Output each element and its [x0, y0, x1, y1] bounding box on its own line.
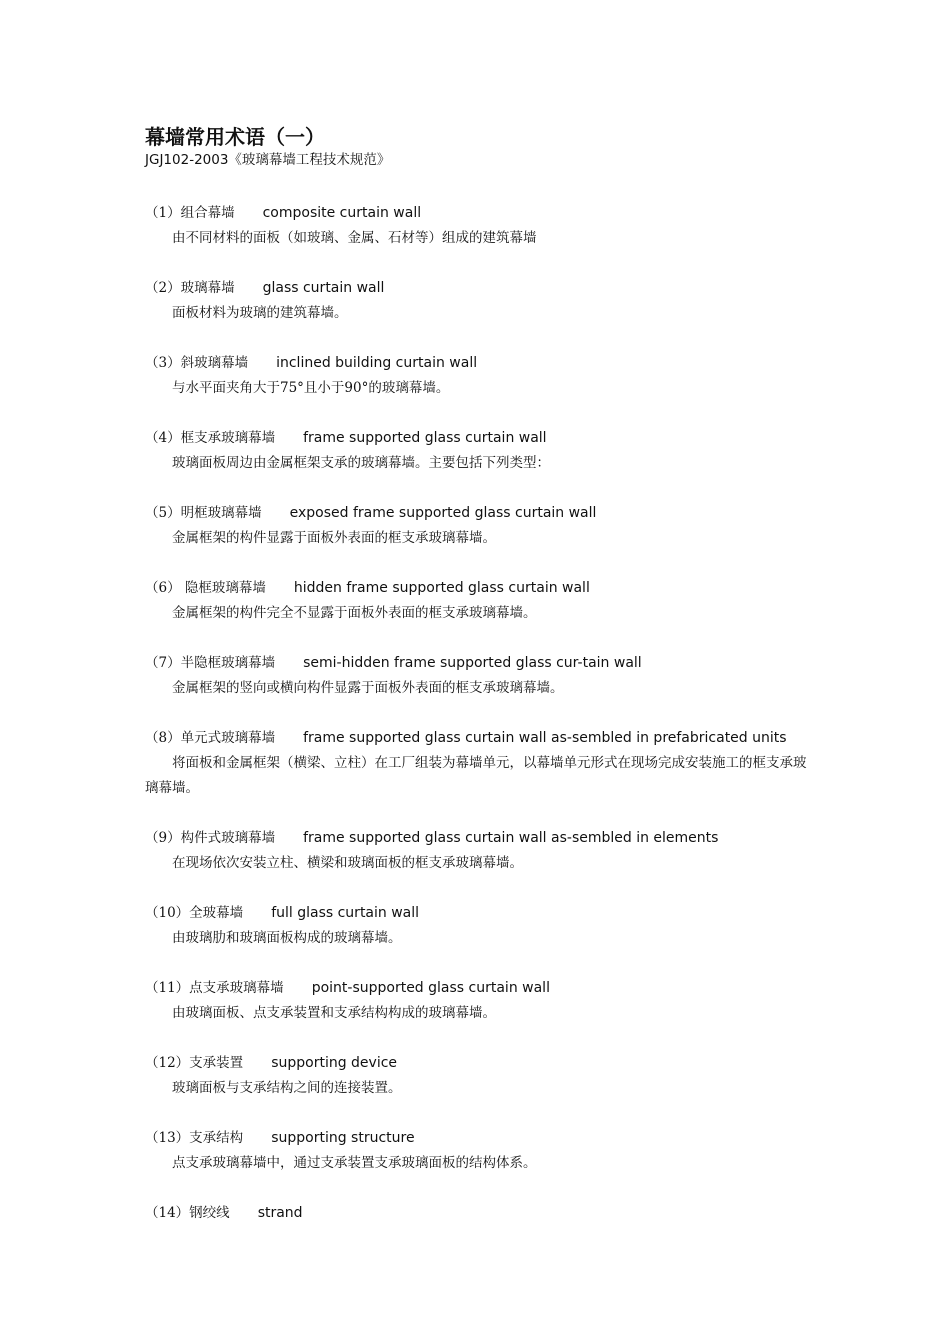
term-heading	[145, 576, 815, 601]
term-item	[145, 426, 815, 476]
term-english: frame supported glass curtain wall as-sembled in elements	[303, 830, 719, 846]
term-definition: 金属框架的构件显露于面板外表面的框支承玻璃幕墙。	[172, 530, 496, 546]
term-chinese: （3）斜玻璃幕墙	[145, 355, 249, 371]
term-heading	[145, 1126, 815, 1151]
page-subtitle: JGJ102-2003《玻璃幕墙工程技术规范》	[145, 152, 391, 168]
term-chinese: （7）半隐框玻璃幕墙	[145, 655, 276, 671]
term-english: exposed frame supported glass curtain wall	[289, 505, 597, 521]
term-chinese: （1）组合幕墙	[145, 205, 235, 221]
term-definition: 玻璃面板与支承结构之间的连接装置。	[172, 1080, 402, 1096]
term-item	[145, 901, 815, 951]
term-heading	[145, 276, 815, 301]
term-item	[145, 976, 815, 1026]
term-definition: 由不同材料的面板（如玻璃、金属、石材等）组成的建筑幕墙	[172, 230, 537, 246]
term-chinese: （2）玻璃幕墙	[145, 280, 235, 296]
term-item	[145, 651, 815, 701]
term-definition: 面板材料为玻璃的建筑幕墙。	[172, 305, 348, 321]
term-item	[145, 826, 815, 876]
term-item	[145, 576, 815, 626]
term-chinese: （10）全玻幕墙	[145, 905, 244, 921]
term-english: composite curtain wall	[262, 205, 422, 221]
terms-list	[145, 201, 815, 1226]
term-item	[145, 201, 815, 251]
term-item	[145, 276, 815, 326]
term-item	[145, 1201, 815, 1226]
term-english: inclined building curtain wall	[276, 355, 478, 371]
term-definition: 由玻璃肋和玻璃面板构成的玻璃幕墙。	[172, 930, 402, 946]
term-english: strand	[257, 1205, 303, 1221]
term-english: full glass curtain wall	[271, 905, 420, 921]
term-chinese: （4）框支承玻璃幕墙	[145, 430, 276, 446]
term-chinese: （6） 隐框玻璃幕墙	[145, 580, 266, 596]
term-definition: 点支承玻璃幕墙中，通过支承装置支承玻璃面板的结构体系。	[172, 1155, 537, 1171]
term-item	[145, 726, 815, 801]
term-definition: 与水平面夹角大于75°且小于90°的玻璃幕墙。	[172, 380, 450, 396]
term-definition: 将面板和金属框架（横梁、立柱）在工厂组装为幕墙单元，以幕墙单元形式在现场完成安装施工的框支承玻璃幕墙。	[145, 755, 807, 796]
term-heading	[145, 976, 815, 1001]
term-english: semi-hidden frame supported glass cur-tain wall	[303, 655, 642, 671]
term-heading	[145, 201, 815, 226]
term-english: supporting device	[271, 1055, 398, 1071]
term-heading	[145, 1201, 815, 1226]
term-definition: 在现场依次安装立柱、横梁和玻璃面板的框支承玻璃幕墙。	[172, 855, 523, 871]
term-definition: 玻璃面板周边由金属框架支承的玻璃幕墙。主要包括下列类型：	[172, 455, 550, 471]
term-definition: 金属框架的构件完全不显露于面板外表面的框支承玻璃幕墙。	[172, 605, 537, 621]
term-chinese: （5）明框玻璃幕墙	[145, 505, 262, 521]
term-definition: 金属框架的竖向或横向构件显露于面板外表面的框支承玻璃幕墙。	[172, 680, 564, 696]
term-english: frame supported glass curtain wall as-sembled in prefabricated units	[303, 730, 787, 746]
term-chinese: （8）单元式玻璃幕墙	[145, 730, 276, 746]
term-english: point-supported glass curtain wall	[311, 980, 550, 996]
term-item	[145, 1126, 815, 1176]
term-heading	[145, 726, 815, 751]
document-page	[145, 125, 815, 1251]
term-chinese: （13）支承结构	[145, 1130, 244, 1146]
term-heading	[145, 826, 815, 851]
term-chinese: （14）钢绞线	[145, 1205, 230, 1221]
term-item	[145, 351, 815, 401]
term-english: hidden frame supported glass curtain wall	[293, 580, 590, 596]
term-chinese: （12）支承装置	[145, 1055, 244, 1071]
term-heading	[145, 501, 815, 526]
term-english: glass curtain wall	[262, 280, 385, 296]
term-heading	[145, 1051, 815, 1076]
term-english: frame supported glass curtain wall	[303, 430, 547, 446]
term-definition: 由玻璃面板、点支承装置和支承结构构成的玻璃幕墙。	[172, 1005, 496, 1021]
term-chinese: （11）点支承玻璃幕墙	[145, 980, 284, 996]
term-heading	[145, 426, 815, 451]
term-item	[145, 501, 815, 551]
page-title: 幕墙常用术语（一）	[145, 125, 325, 149]
term-heading	[145, 351, 815, 376]
term-heading	[145, 651, 815, 676]
term-english: supporting structure	[271, 1130, 415, 1146]
term-chinese: （9）构件式玻璃幕墙	[145, 830, 276, 846]
term-heading	[145, 901, 815, 926]
term-item	[145, 1051, 815, 1101]
